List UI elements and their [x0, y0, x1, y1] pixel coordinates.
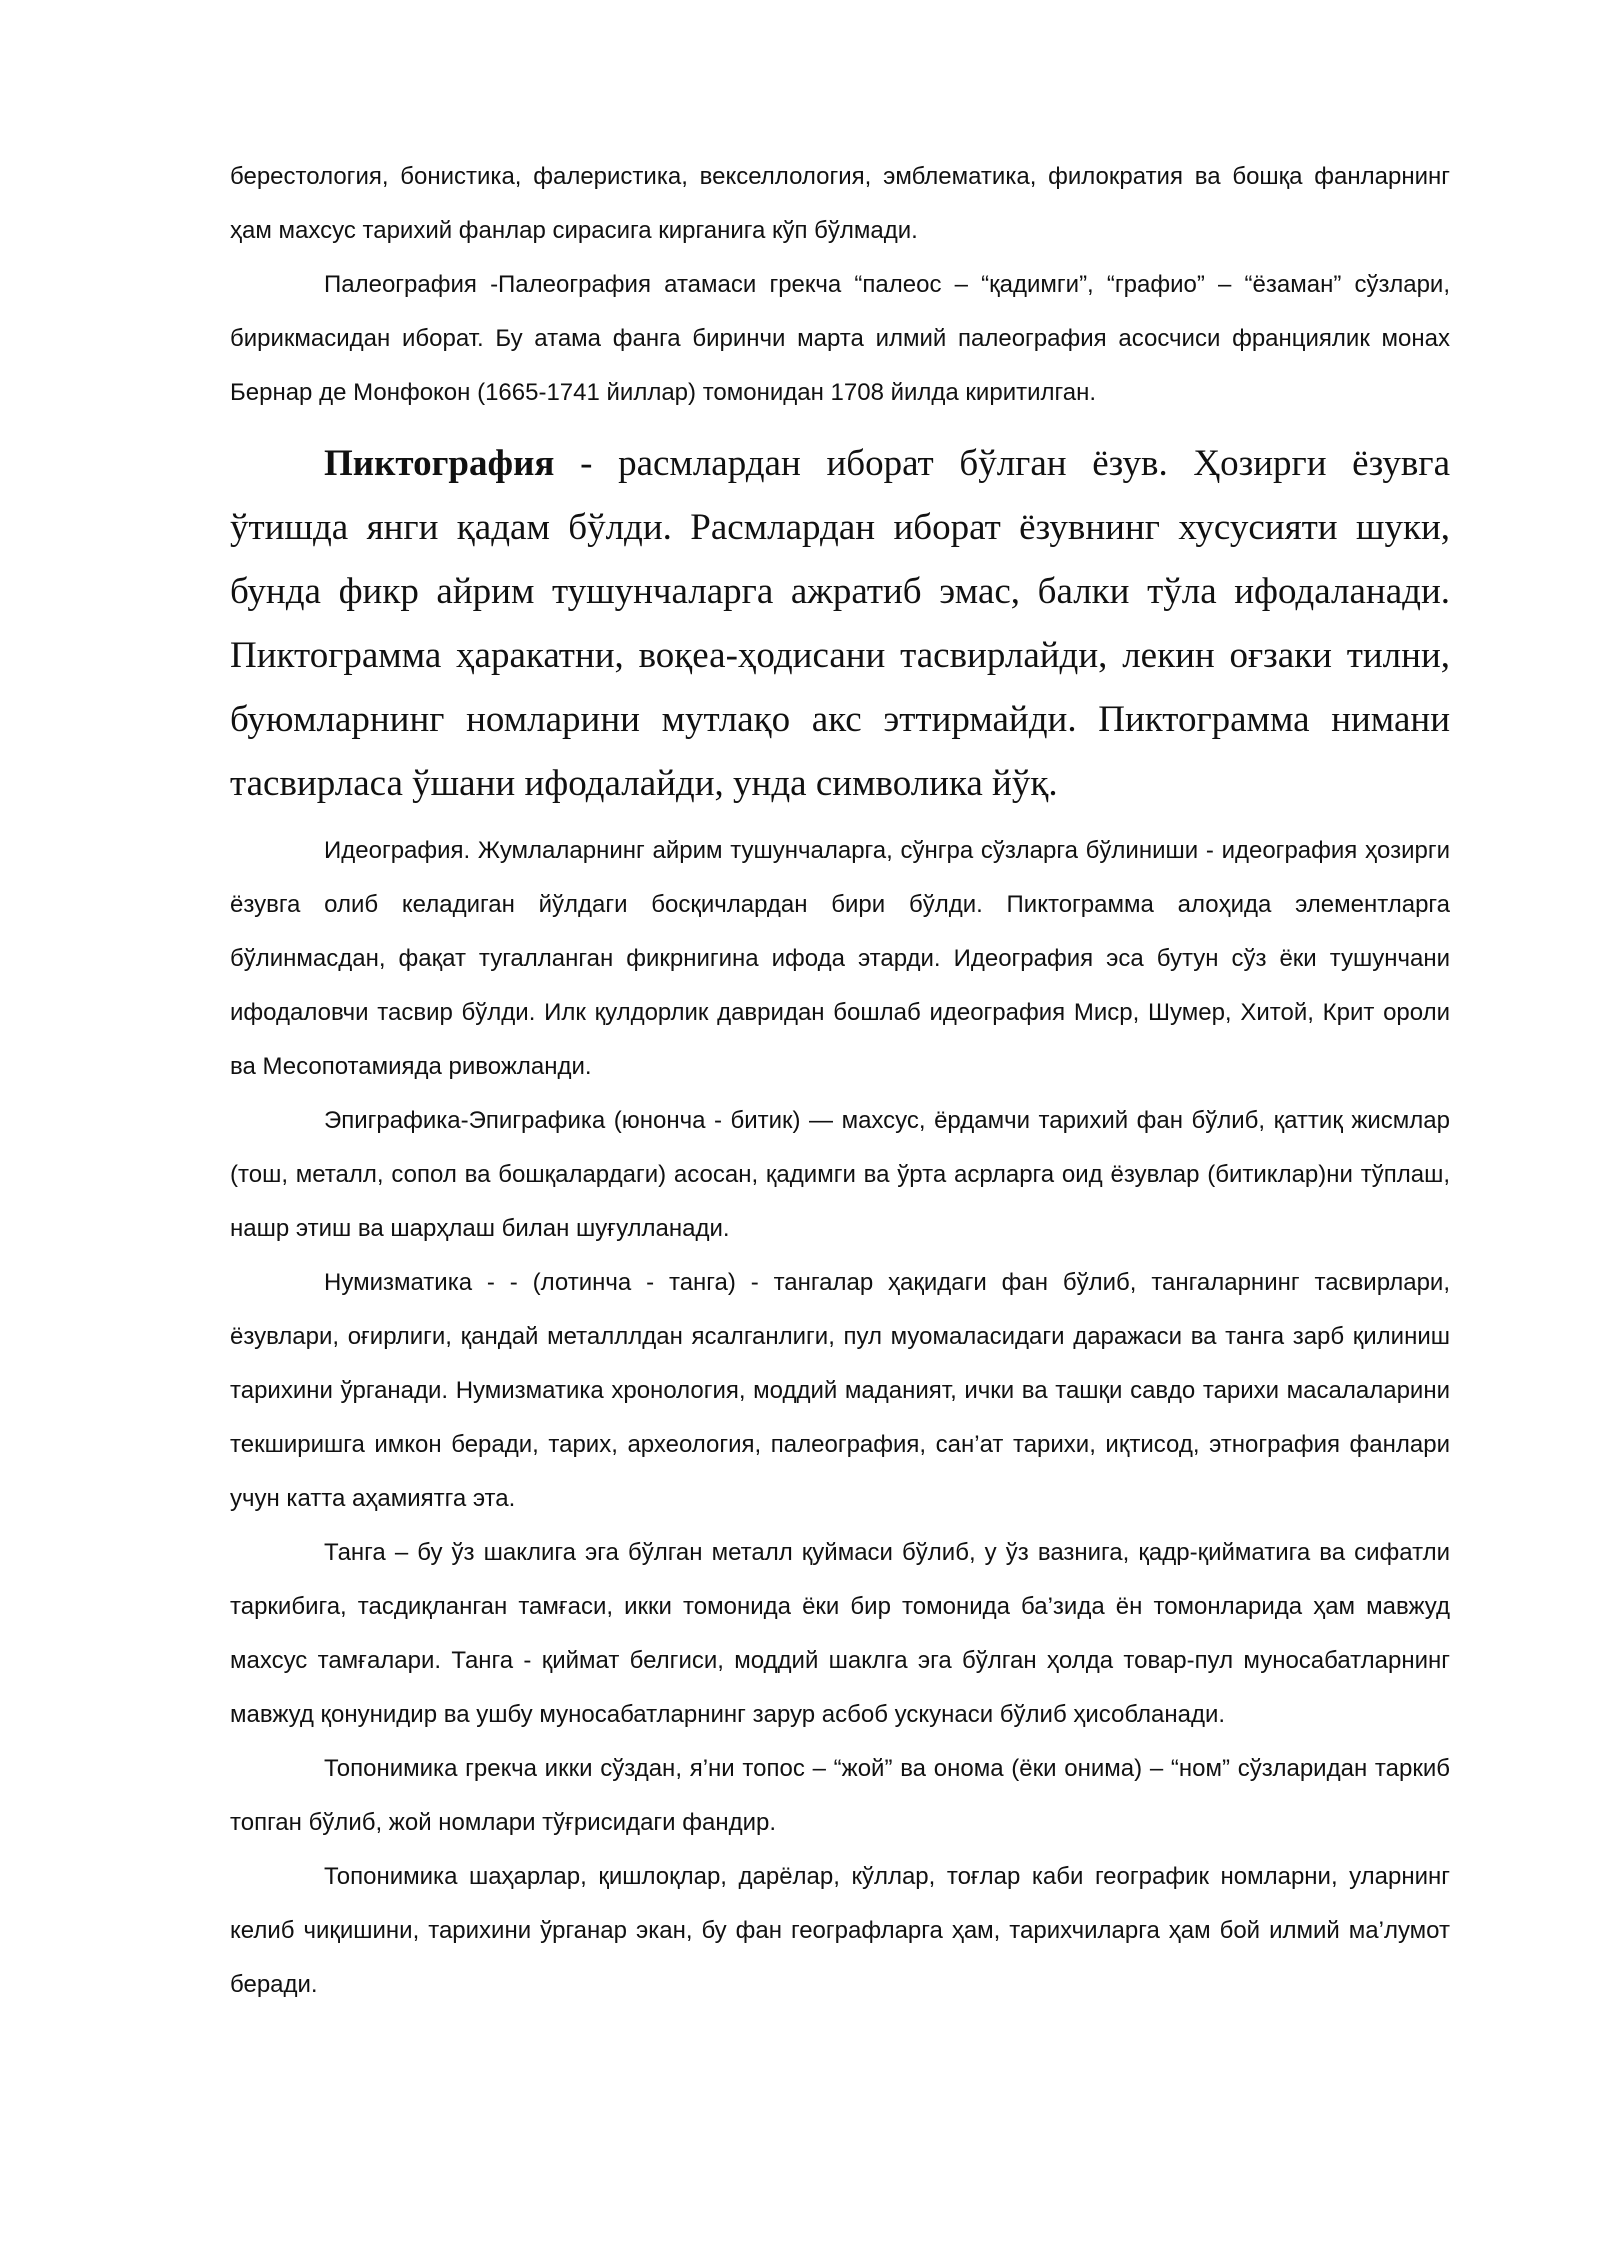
paragraph-coin: Танга – бу ўз шаклига эга бўлган металл қуймаси бўлиб, у ўз вазнига, қадр-қийматига ва сифатли таркибига, тасдиқланган тамғаси, икки томонида ёки бир томонида ба’зида ён томонларида ҳам мавжуд махсус тамғалари. Танга - қиймат белгиси, моддий шаклга эга бўлган ҳолда товар-пул муносабатларнинг мавжуд қонунидир ва ушбу муносабатларнинг зарур асбоб ускунаси бўлиб ҳисобланади.: [230, 1539, 1450, 1728]
paragraph-pictography: [230, 432, 1450, 816]
document-page: [230, 150, 1450, 2012]
paragraph-ideography: Идеография. Жумлаларнинг айрим тушунчаларга, сўнгра сўзларга бўлиниши - идеография ҳозирги ёзувга олиб келадиган йўлдаги босқичлардан бири бўлди. Пиктограмма алоҳида элементларга бўлинмасдан, фақат тугалланган фикрнигина ифода этарди. Идеография эса бутун сўз ёки тушунчани ифодаловчи тасвир бўлди. Илк қулдорлик давридан бошлаб идеография Миср, Шумер, Хитой, Крит ороли ва Месопотамияда ривожланди.: [230, 837, 1450, 1080]
paragraph-toponymy-scope: Топонимика шаҳарлар, қишлоқлар, дарёлар, кўллар, тоғлар каби географик номларни, уларнинг келиб чиқишини, тарихини ўрганар экан, бу фан географларга ҳам, тарихчиларга ҳам бой илмий ма’лумот беради.: [230, 1863, 1450, 1998]
paragraph-paleography: Палеография -Палеография атамаси грекча “палеос – “қадимги”, “графио” – “ёзаман” сўзлари, бирикмасидан иборат. Бу атама фанга биринчи марта илмий палеография асосчиси франциялик монах Бернар де Монфокон (1665-1741 йиллар) томонидан 1708 йилда киритилган.: [230, 271, 1450, 406]
paragraph-toponymy-definition: Топонимика грекча икки сўздан, я’ни топос – “жой” ва онома (ёки онима) – “ном” сўзларидан таркиб топган бўлиб, жой номлари тўғрисидаги фандир.: [230, 1755, 1450, 1836]
paragraph-numismatics: Нумизматика - - (лотинча - танга) - тангалар ҳақидаги фан бўлиб, тангаларнинг тасвирлари, ёзувлари, оғирлиги, қандай металллдан ясалганлиги, пул муомаласидаги даражаси ва танга зарб қилиниш тарихини ўрганади. Нумизматика хронология, моддий маданият, ички ва ташқи савдо тарихи масалаларини текширишга имкон беради, тарих, археология, палеография, сан’ат тарихи, иқтисод, этнография фанлари учун катта аҳамиятга эта.: [230, 1269, 1450, 1512]
paragraph-pictography-body: - расмлардан иборат бўлган ёзув. Ҳозирги ёзувга ўтишда янги қадам бўлди. Расмлардан иборат ёзувнинг хусусияти шуки, бунда фикр айрим тушунчаларга ажратиб эмас, балки тўла ифодаланади. Пиктограмма ҳаракатни, воқеа-ҳодисани тасвирлайди, лекин оғзаки тилни, буюмларнинг номларини мутлақо акс эттирмайди. Пиктограмма нимани тасвирласа ўшани ифодалайди, унда символика йўқ.: [230, 443, 1450, 804]
term-pictography: Пиктография: [324, 443, 555, 484]
paragraph-continuation: берестология, бонистика, фалеристика, векселлология, эмблематика, филократия ва бошқа фанларнинг ҳам махсус тарихий фанлар сирасига кирганига кўп бўлмади.: [230, 163, 1450, 244]
paragraph-epigraphy: Эпиграфика-Эпиграфика (юнонча - битик) — махсус, ёрдамчи тарихий фан бўлиб, қаттиқ жисмлар (тош, металл, сопол ва бошқалардаги) асосан, қадимги ва ўрта асрларга оид ёзувлар (битиклар)ни тўплаш, нашр этиш ва шарҳлаш билан шуғулланади.: [230, 1107, 1450, 1242]
